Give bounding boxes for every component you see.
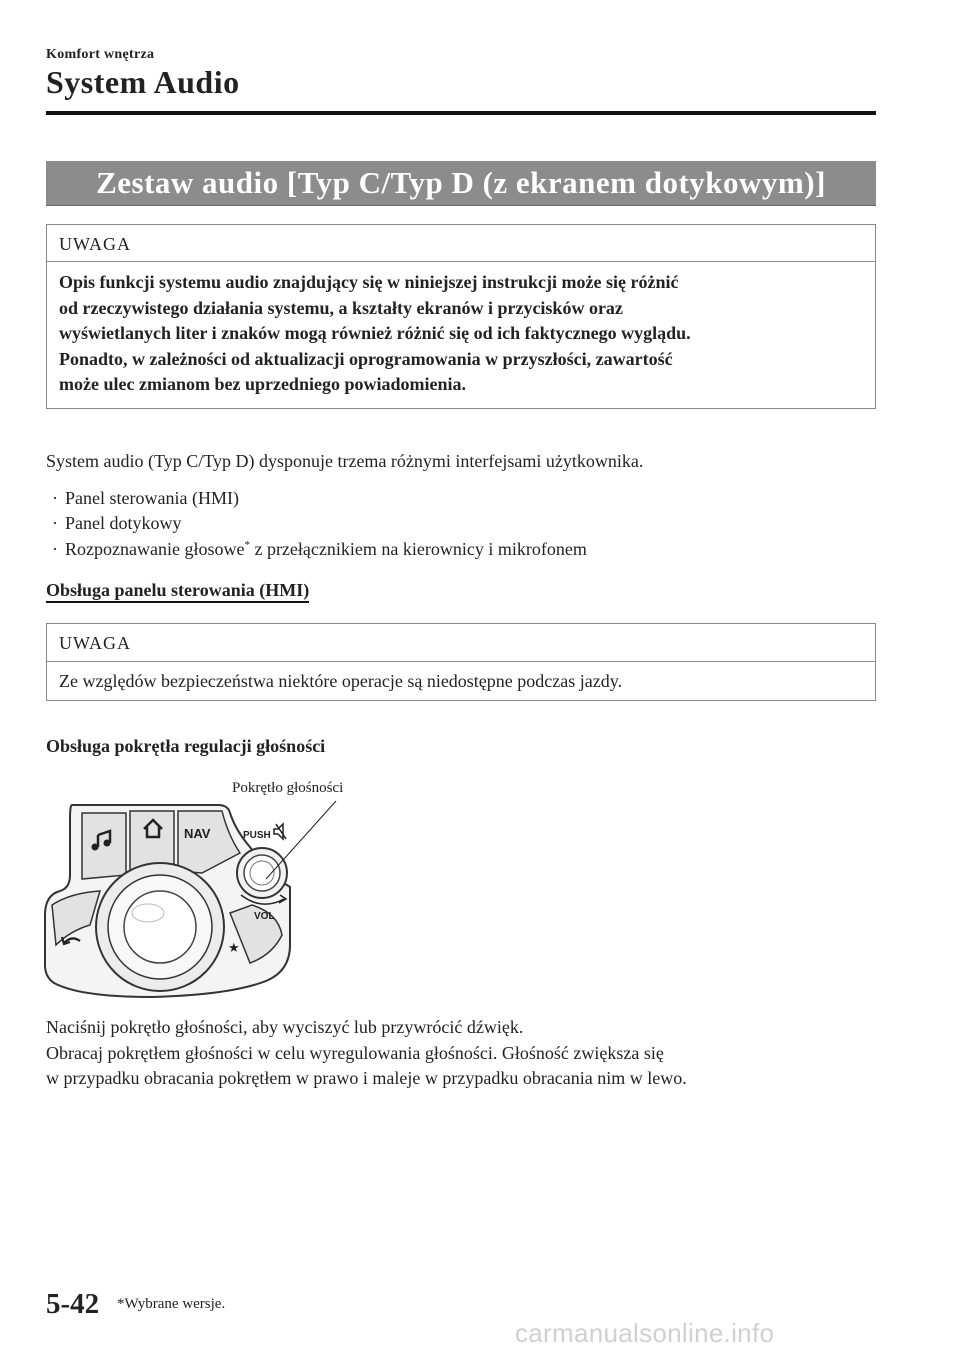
subheading-hmi: Obsługa panelu sterowania (HMI) [46, 578, 309, 602]
hmi-controller-illustration [40, 795, 380, 1005]
body-line: w przypadku obracania pokrętłem w prawo i maleje w przypadku obracania nim w lewo. [46, 1068, 687, 1088]
note-body: Ze względów bezpieczeństwa niektóre operacje są niedostępne podczas jazdy. [59, 671, 623, 691]
callout-leader-line [266, 801, 336, 879]
list-item-text: z przełącznikiem na kierownicy i mikrofonem [249, 539, 587, 559]
bullet-dot: · [52, 513, 58, 533]
note-box [46, 224, 876, 409]
note-line: Opis funkcji systemu audio znajdujący się w niniejszej instrukcji może się różnić [59, 272, 679, 292]
note-line: może ulec zmianom bez uprzedniego powiadomienia. [59, 374, 466, 395]
chapter-title: System Audio [46, 64, 240, 100]
note-body [47, 262, 875, 408]
footnote: *Wybrane wersje. [117, 1296, 226, 1312]
subheading-volume-knob: Obsługa pokrętła regulacji głośności [46, 736, 326, 756]
list-item-text: Panel dotykowy [65, 513, 182, 533]
list-item-text: Panel sterowania (HMI) [65, 488, 239, 508]
watermark: carmanualsonline.info [515, 1318, 775, 1348]
vol-label: VOL [254, 911, 275, 922]
favorite-star-icon: ★ [228, 941, 240, 956]
list-item-text: Rozpoznawanie głosowe [65, 539, 245, 559]
note-line: od rzeczywistego działania systemu, a kształty ekranów i przycisków oraz [59, 297, 623, 318]
push-label: PUSH [243, 830, 271, 841]
header-divider [46, 111, 876, 115]
bullet-dot: · [52, 539, 58, 559]
nav-button-label: NAV [184, 826, 211, 841]
selected-versions-mark: * [244, 539, 250, 551]
intro-paragraph: System audio (Typ C/Typ D) dysponuje trzema różnymi interfejsami użytkownika. [46, 451, 644, 471]
figure-callout-label: Pokrętło głośności [232, 780, 344, 796]
section-banner: Zestaw audio [Typ C/Typ D (z ekranem dotykowym)] [46, 161, 876, 206]
note-heading: UWAGA [47, 624, 875, 662]
page-number: 5-42 [46, 1288, 100, 1320]
list-item [52, 537, 587, 561]
mute-icon [274, 824, 286, 839]
section-label: Komfort wnętrza [46, 47, 155, 62]
body-line: Naciśnij pokrętło głośności, aby wyciszyć lub przywrócić dźwięk. [46, 1017, 524, 1037]
note-line: Ponadto, w zależności od aktualizacji oprogramowania w przyszłości, zawartość [59, 348, 673, 369]
bullet-dot: · [52, 488, 58, 508]
note-line: wyświetlanych liter i znaków mogą również różnić się od ich faktycznego wyglądu. [59, 323, 691, 344]
list-item [52, 486, 239, 510]
note-box [46, 623, 876, 701]
note-heading: UWAGA [47, 225, 875, 262]
body-line: Obracaj pokrętłem głośności w celu wyregulowania głośności. Głośność zwiększa się [46, 1043, 664, 1063]
list-item [52, 511, 182, 535]
